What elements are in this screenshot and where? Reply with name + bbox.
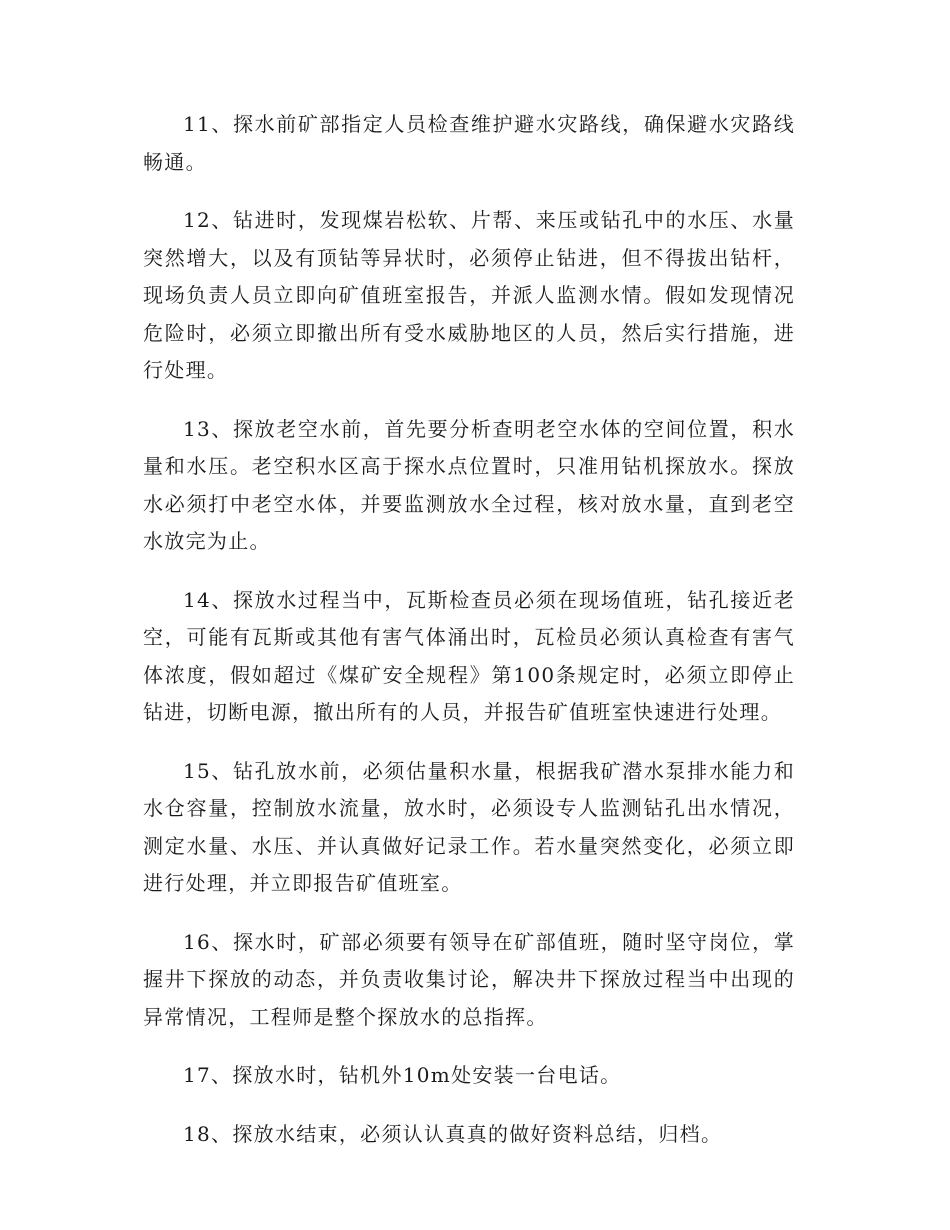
paragraph-12: 12、钻进时，发现煤岩松软、片帮、来压或钻孔中的水压、水量突然增大，以及有顶钻等异状时，必须停止钻进，但不得拔出钻杆，现场负责人员立即向矿值班室报告，并派人监测水情。假如发现情况危险时，必须立即撤出所有受水威胁地区的人员，然后实行措施，进行处理。 xyxy=(143,208,795,382)
paragraph-17: 17、探放水时，钻机外10m处安装一台电话。 xyxy=(183,1063,622,1087)
document-body xyxy=(143,106,795,1174)
paragraph-16: 16、探水时，矿部必须要有领导在矿部值班，随时坚守岗位，掌握井下探放的动态，并负责收集讨论，解决井下探放过程当中出现的异常情况，工程师是整个探放水的总指挥。 xyxy=(143,929,795,1029)
paragraph-18: 18、探放水结束，必须认认真真的做好资料总结，归档。 xyxy=(183,1121,723,1146)
paragraph-13: 13、探放老空水前，首先要分析查明老空水体的空间位置，积水量和水压。老空积水区高于探水点位置时，只准用钻机探放水。探放水必须打中老空水体，并要监测放水全过程，核对放水量，直到老空水放完为止。 xyxy=(143,416,795,553)
paragraph-14: 14、探放水过程当中，瓦斯检查员必须在现场值班，钻孔接近老空，可能有瓦斯或其他有害气体涌出时，瓦检员必须认真检查有害气体浓度，假如超过《煤矿安全规程》第100条规定时，必须立即停止钻进，切断电源，撤出所有的人员，并报告矿值班室快速进行处理。 xyxy=(143,587,795,724)
paragraph-15: 15、钻孔放水前，必须估量积水量，根据我矿潜水泵排水能力和水仓容量，控制放水流量，放水时，必须设专人监测钻孔出水情况，测定水量、水压、并认真做好记录工作。若水量突然变化，必须立即进行处理，并立即报告矿值班室。 xyxy=(143,758,795,895)
paragraph-11: 11、探水前矿部指定人员检查维护避水灾路线，确保避水灾路线畅通。 xyxy=(143,112,795,174)
